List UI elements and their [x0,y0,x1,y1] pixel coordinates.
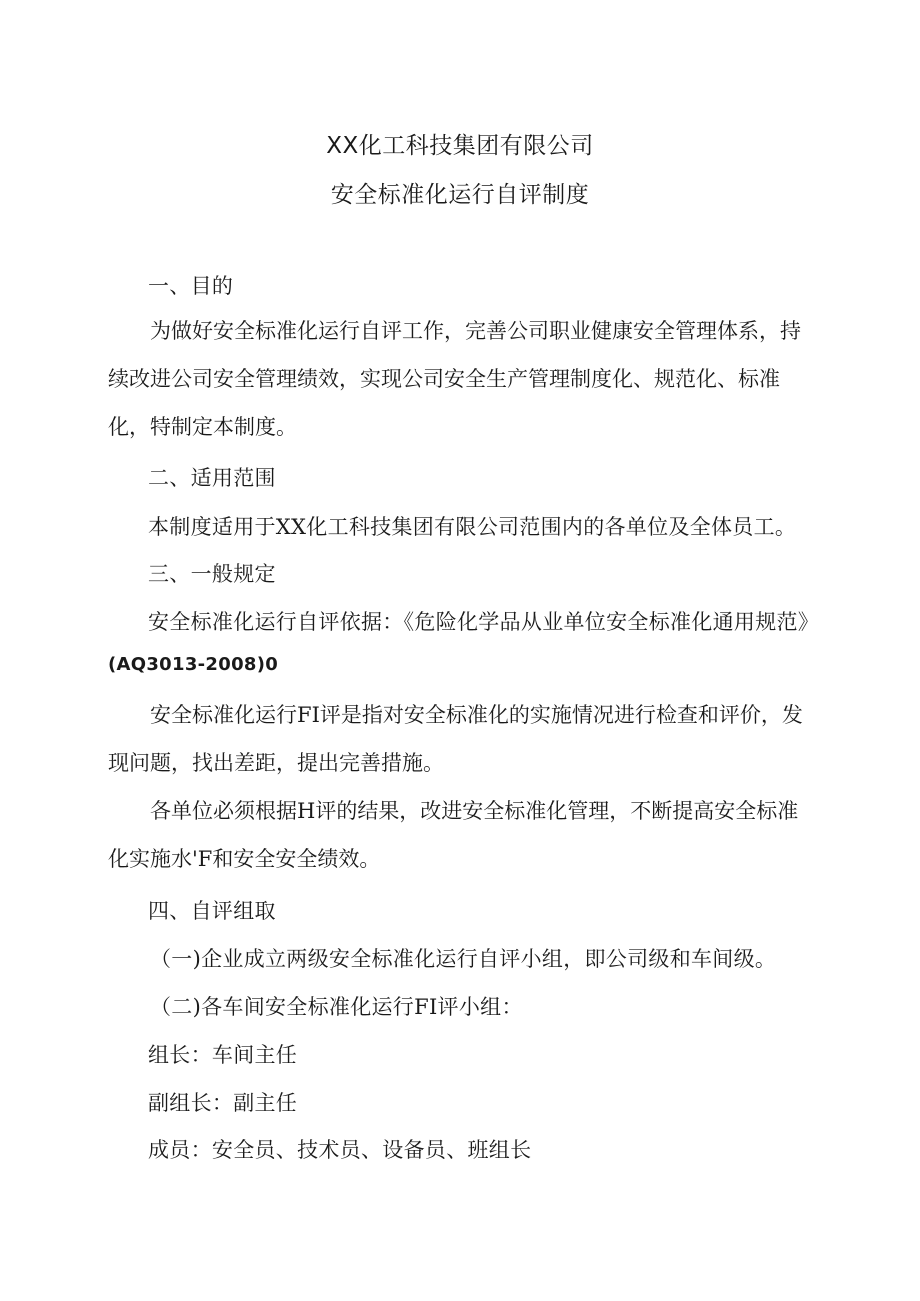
section-1-heading: 一、目的 [148,274,234,298]
section-4-heading: 四、自评组取 [148,899,276,923]
document-title: 安全标准化运行自评制度 [330,182,590,208]
section-3-requirement-paragraph: 各单位必须根据H评的结果，改进安全标准化管理，不断提高安全标准化实施水'F和安全安全绩效。 [108,799,799,871]
section-3-heading: 三、一般规定 [148,562,276,586]
section-4-item-2: （二)各车间安全标准化运行FI评小组： [150,995,523,1019]
vice-leader-line: 副组长：副主任 [148,1091,298,1115]
section-3-definition-paragraph: 安全标准化运行FI评是指对安全标准化的实施情况进行检查和评价，发现问题，找出差距，提出完善措施。 [108,703,803,775]
section-2-heading: 二、适用范围 [148,466,276,490]
company-title: XX化工科技集团有限公司 [326,133,594,159]
section-3-standard-code: (AQ3013-2008)0 [108,654,279,675]
leader-line: 组长：车间主任 [148,1043,298,1067]
section-1-paragraph: 为做好安全标准化运行自评工作，完善公司职业健康安全管理体系，持续改进公司安全管理绩效，实现公司安全生产管理制度化、规范化、标准化，特制定本制度。 [108,319,801,439]
members-line: 成员：安全员、技术员、设备员、班组长 [148,1138,532,1162]
section-3-basis-line: 安全标准化运行自评依据：《危险化学品从业单位安全标准化通用规范》 [148,610,820,634]
section-4-item-1: （一)企业成立两级安全标准化运行自评小组，即公司级和车间级。 [150,947,777,971]
section-2-paragraph: 本制度适用于XX化工科技集团有限公司范围内的各单位及全体员工。 [148,515,797,539]
